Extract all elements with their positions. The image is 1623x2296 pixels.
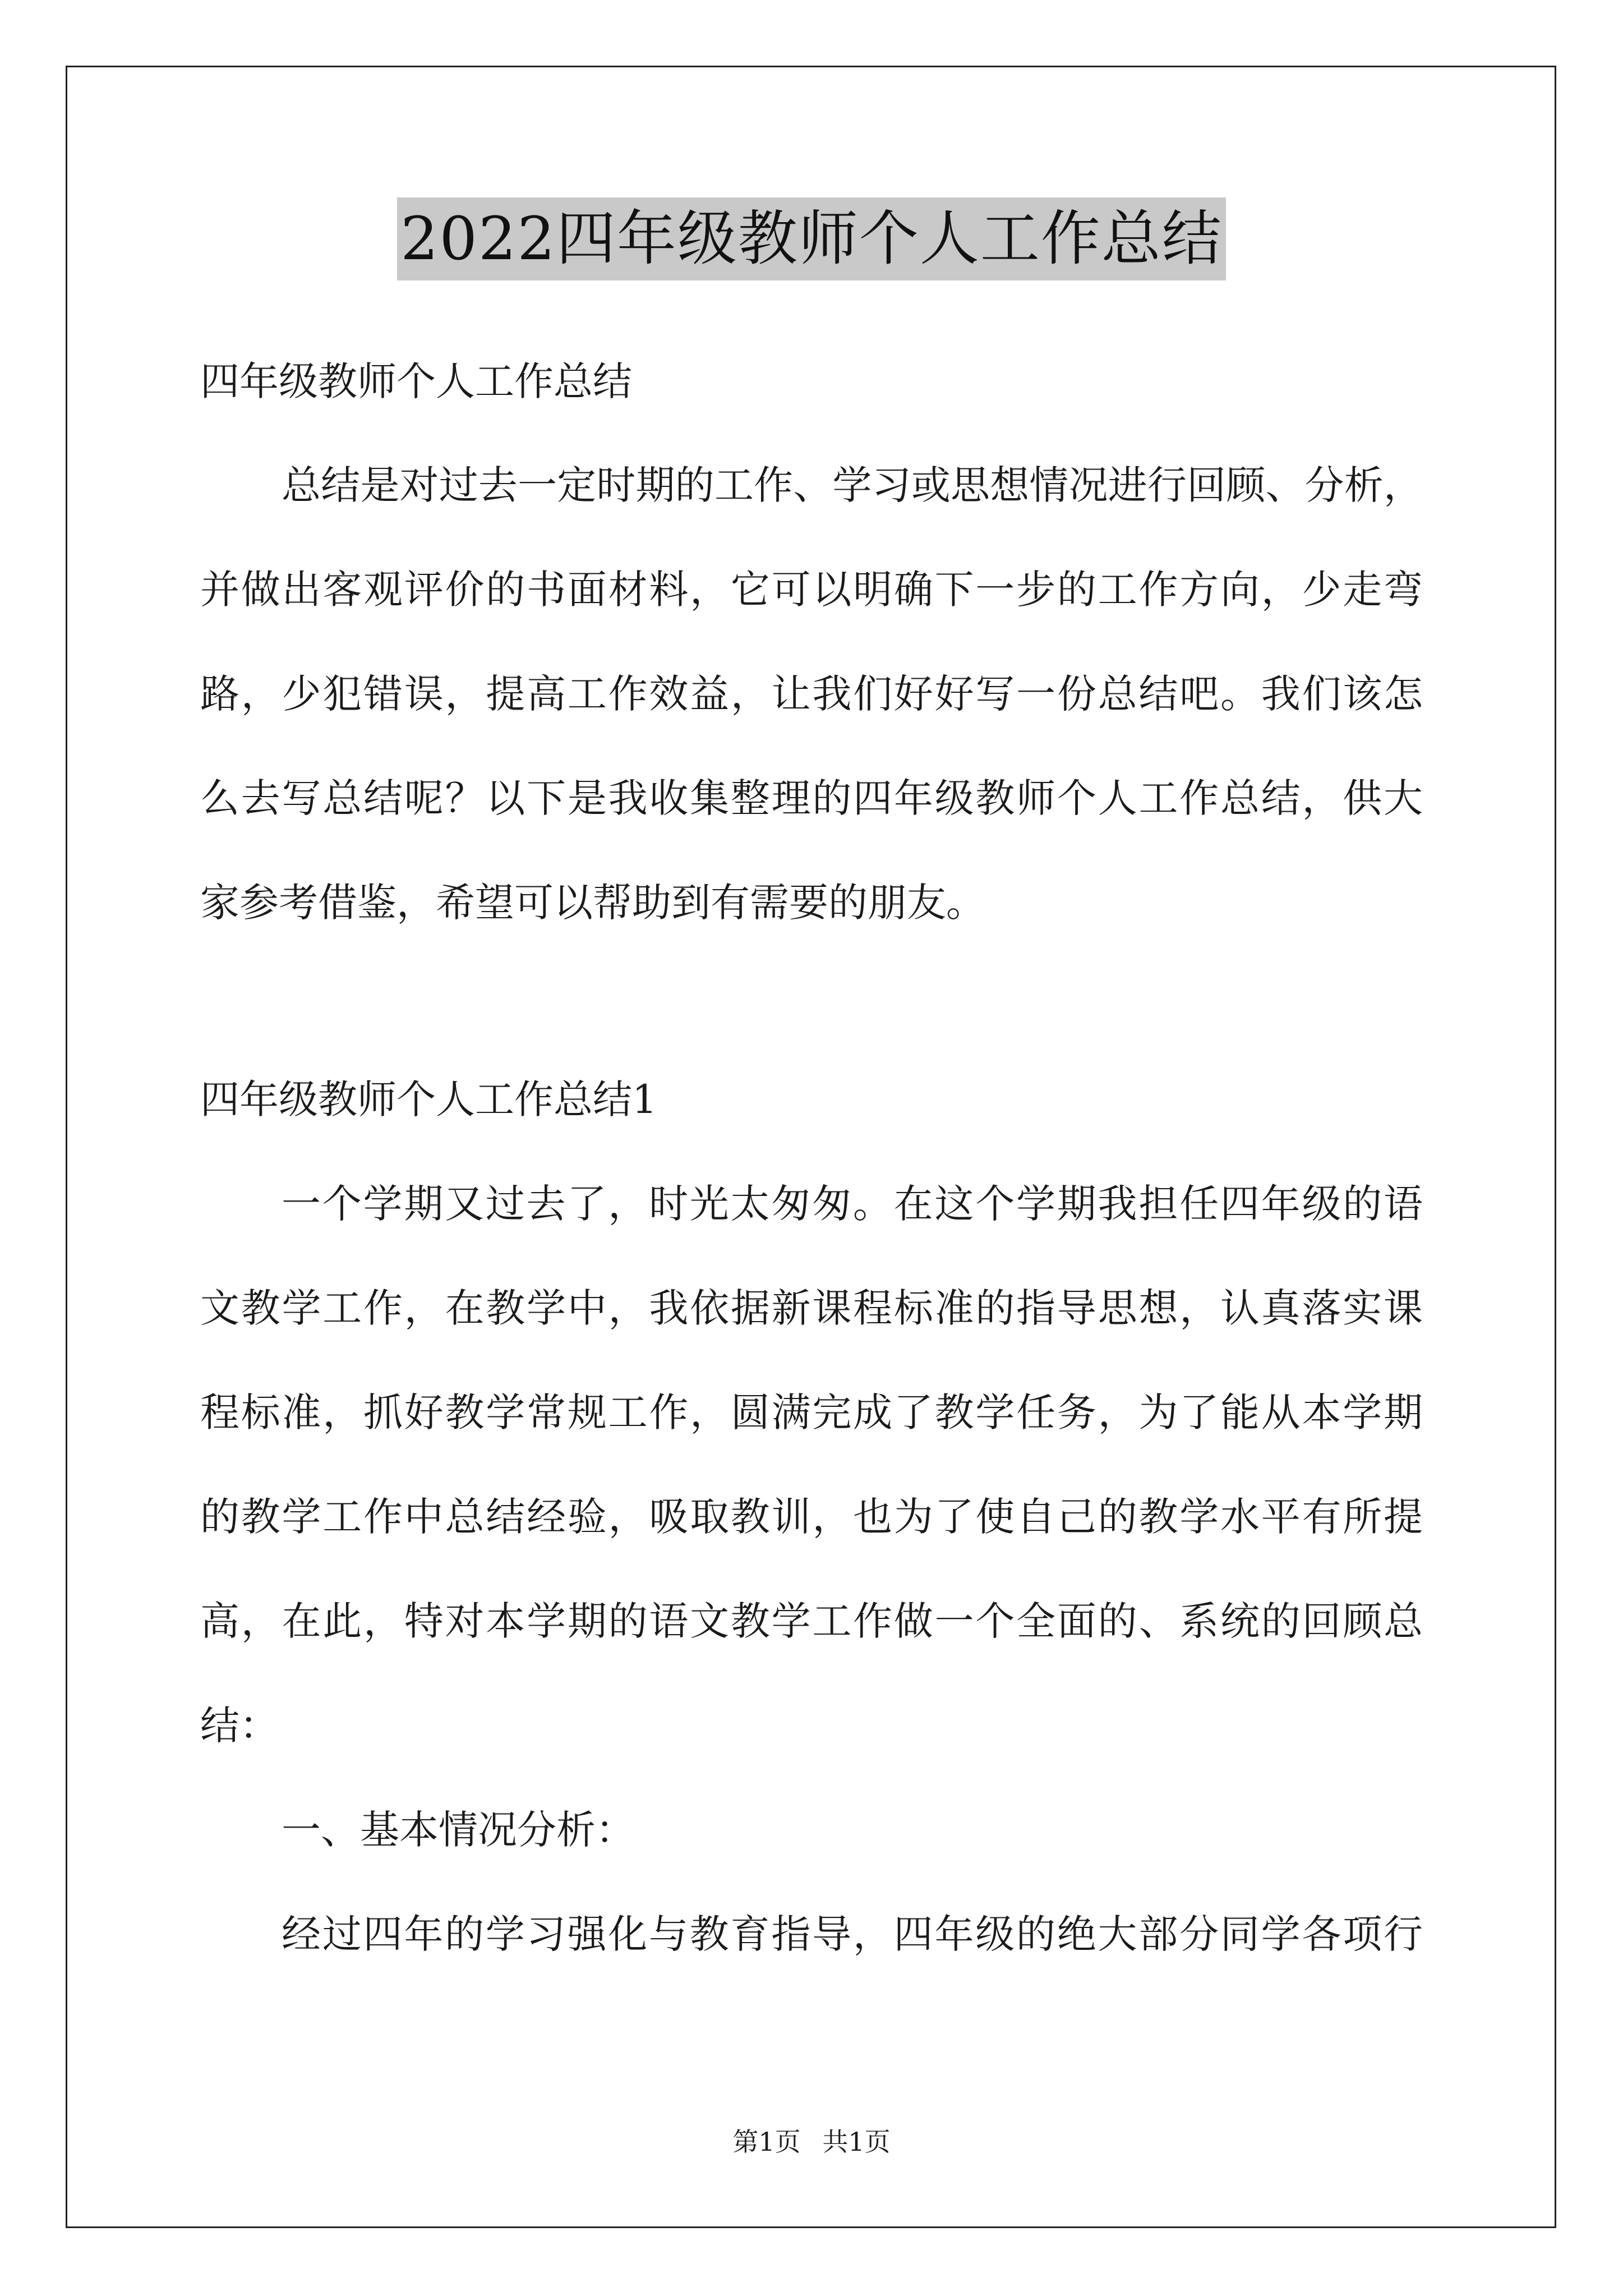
subtitle: 四年级教师个人工作总结 bbox=[200, 358, 632, 404]
page-footer bbox=[0, 2125, 1623, 2159]
document-title: 2022四年级教师个人工作总结 bbox=[397, 197, 1226, 280]
page-total: 共1页 bbox=[822, 2127, 891, 2157]
section-line-3: 程标准，抓好教学常规工作，圆满完成了教学任务，为了能从本学期 bbox=[200, 1389, 1423, 1435]
section-line-5: 高，在此，特对本学期的语文教学工作做一个全面的、系统的回顾总 bbox=[200, 1598, 1423, 1644]
intro-line-4: 么去写总结呢？以下是我收集整理的四年级教师个人工作总结，供大 bbox=[200, 775, 1423, 821]
item-heading: 一、基本情况分析： bbox=[282, 1807, 635, 1853]
intro-line-1: 总结是对过去一定时期的工作、学习或思想情况进行回顾、分析， bbox=[282, 462, 1423, 508]
section-line-1: 一个学期又过去了，时光太匆匆。在这个学期我担任四年级的语 bbox=[282, 1181, 1423, 1227]
section-line-6: 结： bbox=[200, 1703, 279, 1749]
section-line-2: 文教学工作，在教学中，我依据新课程标准的指导思想，认真落实课 bbox=[200, 1285, 1423, 1331]
intro-line-3: 路，少犯错误，提高工作效益，让我们好好写一份总结吧。我们该怎 bbox=[200, 671, 1423, 717]
page-number: 第1页 bbox=[732, 2127, 801, 2157]
section-heading: 四年级教师个人工作总结1 bbox=[200, 1076, 657, 1122]
section-line-4: 的教学工作中总结经验，吸取教训，也为了使自己的教学水平有所提 bbox=[200, 1494, 1423, 1540]
title-container bbox=[0, 197, 1623, 280]
intro-line-5: 家参考借鉴，希望可以帮助到有需要的朋友。 bbox=[200, 880, 985, 926]
intro-line-2: 并做出客观评价的书面材料，它可以明确下一步的工作方向，少走弯 bbox=[200, 567, 1423, 613]
item-line: 经过四年的学习强化与教育指导，四年级的绝大部分同学各项行 bbox=[282, 1911, 1423, 1957]
